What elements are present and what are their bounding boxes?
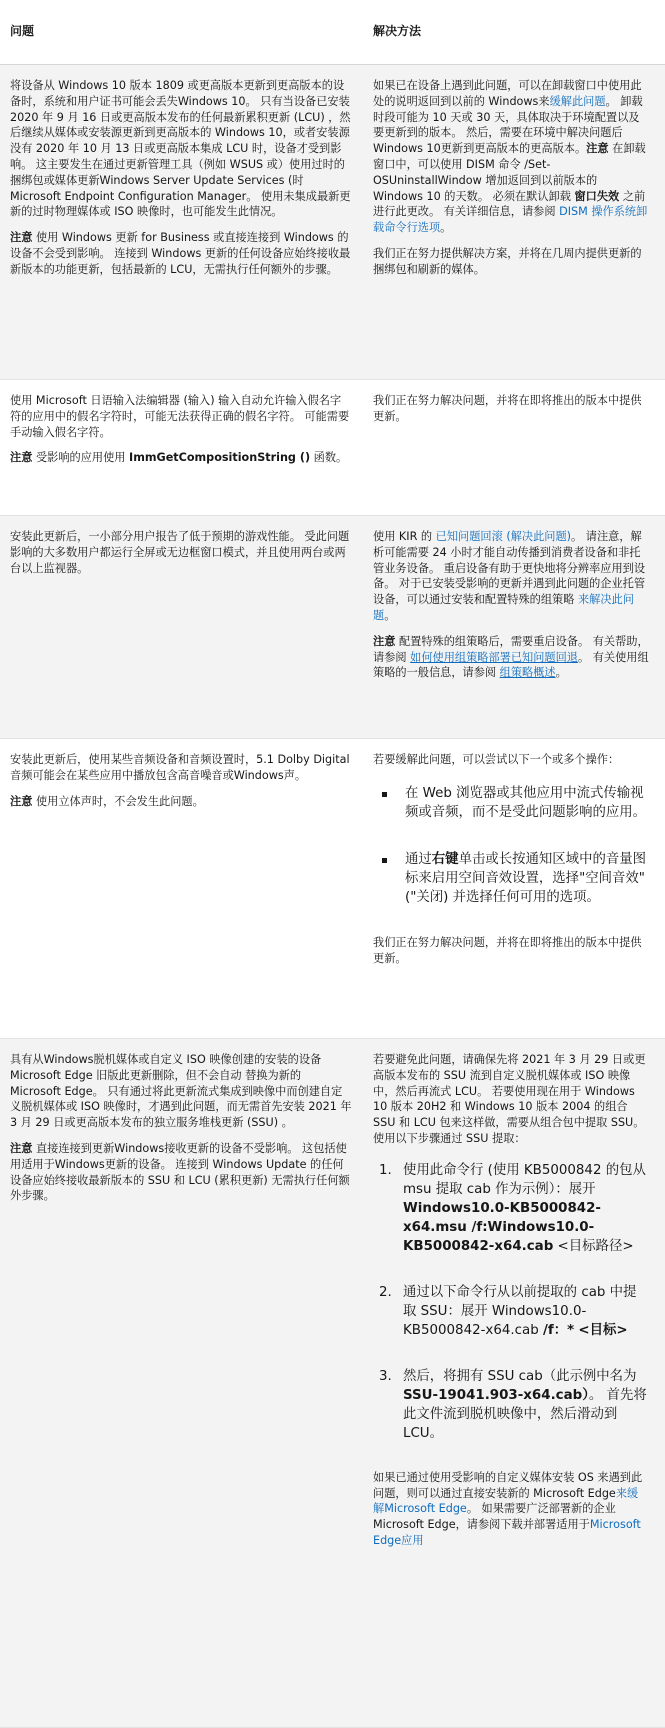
workaround-text: 如果已通过使用受影响的自定义媒体安装 OS 来遇到此问题，则可以通过直接安装新的 Microsoft Edge来缓解Microsoft Edge。 如果需要广泛部署新的企业Microsoft Edge，请参阅下载并部署适用于Microsoft Edge应用 [373, 1470, 643, 1547]
mitigate-edge-link[interactable]: 来缓解Microsoft Edge [373, 1486, 639, 1516]
issue-cell [0, 739, 370, 1038]
note-label: 注意 [586, 142, 609, 156]
table-row [0, 516, 665, 739]
list-item: 在 Web 浏览器或其他应用中流式传输视频或音频，而不是受此问题影响的应用。 [393, 784, 649, 822]
workaround-note: 注意 配置特殊的组策略后，需要重启设备。 有关帮助，请参阅 如何使用组策略部署已知问题回退。 有关使用组策略的一般信息，请参阅 组策略概述。 [373, 634, 649, 680]
issue-text: 安装此更新后，一小部分用户报告了低于预期的游戏性能。 受此问题影响的大多数用户都运行全屏或无边框窗口模式，并且使用两台或两台以上监视器。 [10, 530, 350, 575]
issue-note: 注意 使用立体声时，不会发生此问题。 [10, 794, 204, 808]
workaround-cell [370, 516, 665, 738]
list-item: 3. 然后，将拥有 SSU cab（此示例中名为 SSU-19041.903-x64.cab）。 首先将此文件流到脱机映像中，然后滑动到 LCU。 [379, 1368, 647, 1441]
table-row [0, 1039, 665, 1728]
workaround-list [373, 784, 649, 907]
dism-options-link[interactable]: DISM 操作系统卸载命令行选项 [373, 205, 648, 235]
group-policy-overview-link[interactable]: 组策略概述 [499, 666, 556, 680]
known-issue-rollback-link[interactable]: 已知问题回滚 (解决此问题) [435, 530, 572, 543]
list-item: 2. 通过以下命令行从以前提取的 cab 中提取 SSU：展开 Windows10.0-KB5000842-x64.cab /f：* <目标> [379, 1284, 637, 1338]
workaround-status: 我们正在努力解决问题，并将在即将推出的版本中提供更新。 [373, 935, 642, 965]
resolve-issue-link[interactable]: 来解决此问题 [373, 593, 634, 622]
workaround-text: 使用 KIR 的 已知问题回滚 (解决此问题)。 请注意，解析可能需要 24 小时才能自动传播到消费者设备和非托管业务设备。 重启设备有助于更快地将分辨率应用到设备。 对于已安装受影响的更新并遇到此问题的企业托管设备，可以通过安装和配置特殊的组策略 来解决此问题。 [373, 530, 646, 622]
issue-cell [0, 1039, 370, 1727]
issue-cell [0, 380, 370, 515]
issue-note: 注意 受影响的应用使用 ImmGetCompositionString () 函数。 [10, 451, 348, 465]
issue-note: 注意 直接连接到更新Windows接收更新的设备不受影响。 这包括使用适用于Windows更新的设备。 连接到 Windows Update 的任何设备应始终接收最新版本的 SSU 和 LCU (累积更新) 无需执行任何额外步骤。 [10, 1141, 350, 1203]
workaround-text: 如果已在设备上遇到此问题，可以在卸载窗口中使用此处的说明返回到以前的 Windows来缓解此问题。 卸载时段可能为 10 天或 30 天，具体取决于环境配置以及要更新到的版本。 然后，需要在环境中解决问题后Windows 10更新到更高版本的更高版本。注意 在卸载窗口中，可以使用 DISM 命令 /Set-OSUninstallWindow 增加返回到以前版本的 Windows 10 的天数。 必须在默认卸载 窗口失效 之前进行此更改。 有关详细信息，请参阅 DISM 操作系统卸载命令行选项。 [373, 79, 648, 235]
workaround-status: 我们正在努力提供解决方案，并将在几周内提供更新的捆绑包和刷新的媒体。 [373, 246, 642, 276]
table-row [0, 380, 665, 516]
issue-cell [0, 516, 370, 738]
issue-text: 将设备从 Windows 10 版本 1809 或更高版本更新到更高版本的设备时，系统和用户证书可能会丢失Windows 10。 只有当设备已安装 2020 年 9 月 16 日或更高版本发布的任何最新累积更新 (LCU) ，然后继续从媒体或安装源更新到更高版本的 Windows 10，或者安装源没有 2020 年 10 月 13 日或更高版本集成 LCU 时，设备才受到影响。 这主要发生在通过更新管理工具（例如 WSUS 或）使用过时的捆绑包或媒体更新Windows Server Update Services (时Microsoft Endpoint Configuration Manager。 使用未集成最新更新的过时物理媒体或 ISO 映像时，也可能发生此情况。 [10, 79, 351, 219]
steps-list [373, 1161, 649, 1443]
issue-text: 具有从Windows脱机媒体或自定义 ISO 映像创建的安装的设备Microsoft Edge 旧版此更新删除，但不会自动 替换为新的Microsoft Edge。 只有通过将此更新流式集成到映像中而创建自定义脱机媒体或 ISO 映像时，才遇到此问题，而无需首先安装 2021 年 3 月 29 日或更高版本发布的独立服务堆栈更新 (SSU) 。 [10, 1053, 352, 1130]
workaround-text: 我们正在努力解决问题，并将在即将推出的版本中提供更新。 [373, 394, 642, 423]
workaround-intro: 若要避免此问题，请确保先将 2021 年 3 月 29 日或更高版本发布的 SSU 流到自定义脱机媒体或 ISO 映像中，然后再流式 LCU。 若要使用现在用于 Windows 10 版本 20H2 和 Windows 10 版本 2004 的组合 SSU 和 LCU 包来这样做，需要从组合包中提取 SSU。 使用以下步骤通过 SSU 提取： [373, 1053, 646, 1145]
header-issue: 问题 [10, 24, 35, 38]
kir-group-policy-link[interactable]: 如何使用组策略部署已知问题回退 [410, 650, 578, 664]
note-label: 注意 [10, 231, 33, 245]
issue-note: 注意 使用 Windows 更新 for Business 或直接连接到 Windows 的设备不会受到影响。 连接到 Windows 更新的任何设备应始终接收最新版本的功能更新，包括最新的 LCU，无需执行任何额外的步骤。 [10, 231, 351, 276]
issue-text: 安装此更新后，使用某些音频设备和音频设置时，5.1 Dolby Digital 音频可能会在某些应用中播放包含高音噪音或Windows声。 [10, 753, 350, 782]
table-header [0, 0, 665, 65]
table-row [0, 65, 665, 380]
issue-cell [0, 65, 370, 379]
edge-app-link[interactable]: Microsoft Edge应用 [373, 1518, 641, 1547]
mitigate-link[interactable]: 缓解此问题 [549, 94, 606, 108]
workaround-intro: 若要缓解此问题，可以尝试以下一个或多个操作： [373, 753, 620, 766]
issue-text: 使用 Microsoft 日语输入法编辑器 (输入) 输入自动允许输入假名字符的应用中的假名字符时，可能无法获得正确的假名字符。 可能需要手动输入假名字符。 [10, 394, 350, 439]
workaround-cell [370, 380, 665, 515]
table-row [0, 739, 665, 1039]
header-workaround: 解决方法 [373, 24, 422, 38]
workaround-cell [370, 739, 665, 1038]
list-item: 通过右键单击或长按通知区域中的音量图标来启用空间音效设置，选择"空间音效" ("关闭) 并选择任何可用的选项。 [393, 850, 649, 907]
workaround-cell [370, 1039, 665, 1727]
workaround-cell [370, 65, 665, 379]
list-item: 1. 使用此命令行 (使用 KB5000842 的包从 msu 提取 cab 作为示例）：展开 Windows10.0-KB5000842-x64.msu /f:Windows10.0-KB5000842-x64.cab <目标路径> [379, 1162, 646, 1254]
